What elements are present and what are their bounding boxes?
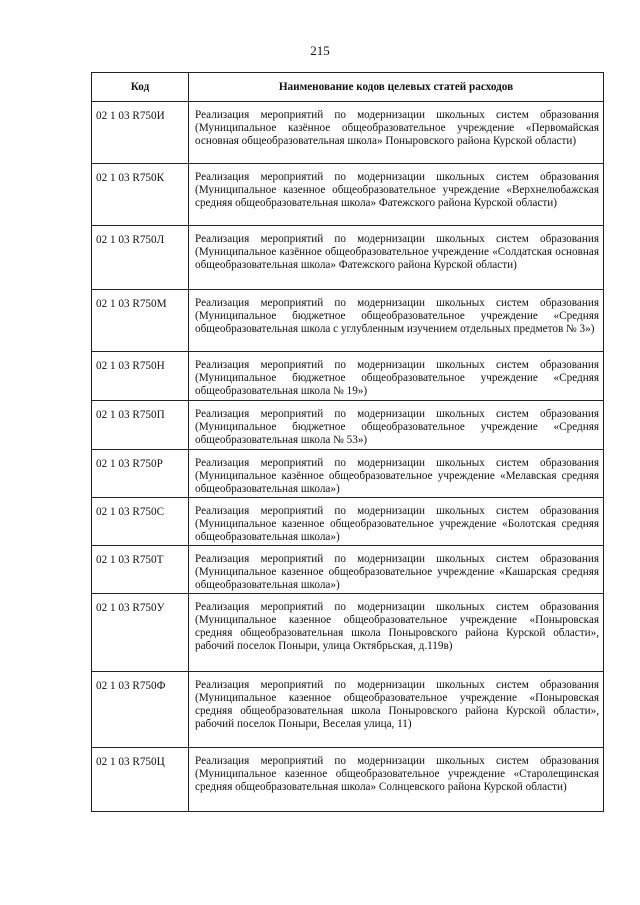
column-header-name: Наименование кодов целевых статей расходов (189, 73, 604, 102)
row-code: 02 1 03 R750Н (92, 352, 189, 401)
row-code: 02 1 03 R750К (92, 164, 189, 226)
row-code: 02 1 03 R750И (92, 102, 189, 164)
row-code: 02 1 03 R750Л (92, 226, 189, 290)
table-row (92, 748, 604, 812)
row-code: 02 1 03 R750Ц (92, 748, 189, 812)
table-row (92, 594, 604, 672)
table-row (92, 352, 604, 401)
row-name: Реализация мероприятий по модернизации школьных систем образования (Муниципальное бюджетное общеобразовательное учреждение «Средняя общеобразовательная школа № 19») (189, 352, 604, 401)
row-name: Реализация мероприятий по модернизации школьных систем образования (Муниципальное бюджетное общеобразовательное учреждение «Средняя общеобразовательная школа с углубленным изучением отдельных предметов № 3») (189, 290, 604, 352)
row-name: Реализация мероприятий по модернизации школьных систем образования (Муниципальное казенное общеобразовательное учреждение «Болотская средняя общеобразовательная школа») (189, 498, 604, 546)
table-row (92, 164, 604, 226)
row-name: Реализация мероприятий по модернизации школьных систем образования (Муниципальное казенное общеобразовательное учреждение «Кашарская средняя общеобразовательная школа») (189, 546, 604, 594)
row-code: 02 1 03 R750Ф (92, 672, 189, 748)
table-header-row (92, 73, 604, 102)
row-code: 02 1 03 R750П (92, 401, 189, 450)
row-name: Реализация мероприятий по модернизации школьных систем образования (Муниципальное казённое общеобразовательное учреждение «Солдатская основная общеобразовательная школа» Фатежского района Курской области) (189, 226, 604, 290)
row-name: Реализация мероприятий по модернизации школьных систем образования (Муниципальное казенное общеобразовательное учреждение «Поныровская средняя общеобразовательная школа Поныровского района Курской области», рабочий поселок Поныри, улица Октябрьская, д.119в) (189, 594, 604, 672)
page-number: 215 (310, 43, 330, 58)
budget-codes-table (91, 72, 604, 812)
table-row (92, 226, 604, 290)
table-row (92, 290, 604, 352)
table-row (92, 401, 604, 450)
table-row (92, 102, 604, 164)
row-name: Реализация мероприятий по модернизации школьных систем образования (Муниципальное казенное общеобразовательное учреждение «Поныровская средняя общеобразовательная школа Поныровского района Курской области», рабочий поселок Поныри, Веселая улица, 11) (189, 672, 604, 748)
table-row (92, 672, 604, 748)
table-row (92, 450, 604, 498)
row-name: Реализация мероприятий по модернизации школьных систем образования (Муниципальное казённое общеобразовательное учреждение «Первомайская основная общеобразовательная школа» Поныровского района Курской области) (189, 102, 604, 164)
row-code: 02 1 03 R750У (92, 594, 189, 672)
row-code: 02 1 03 R750М (92, 290, 189, 352)
row-code: 02 1 03 R750С (92, 498, 189, 546)
row-code: 02 1 03 R750Т (92, 546, 189, 594)
column-header-code: Код (92, 73, 189, 102)
row-name: Реализация мероприятий по модернизации школьных систем образования (Муниципальное казенное общеобразовательное учреждение «Верхнелюбажская средняя общеобразовательная школа» Фатежского района Курской области) (189, 164, 604, 226)
row-code: 02 1 03 R750Р (92, 450, 189, 498)
table-row (92, 498, 604, 546)
row-name: Реализация мероприятий по модернизации школьных систем образования (Муниципальное казенное общеобразовательное учреждение «Старолещинская средняя общеобразовательная школа» Солнцевского района Курской области) (189, 748, 604, 812)
row-name: Реализация мероприятий по модернизации школьных систем образования (Муниципальное казённое общеобразовательное учреждение «Мелавская средняя общеобразовательная школа») (189, 450, 604, 498)
row-name: Реализация мероприятий по модернизации школьных систем образования (Муниципальное бюджетное общеобразовательное учреждение «Средняя общеобразовательная школа № 53») (189, 401, 604, 450)
table-row (92, 546, 604, 594)
